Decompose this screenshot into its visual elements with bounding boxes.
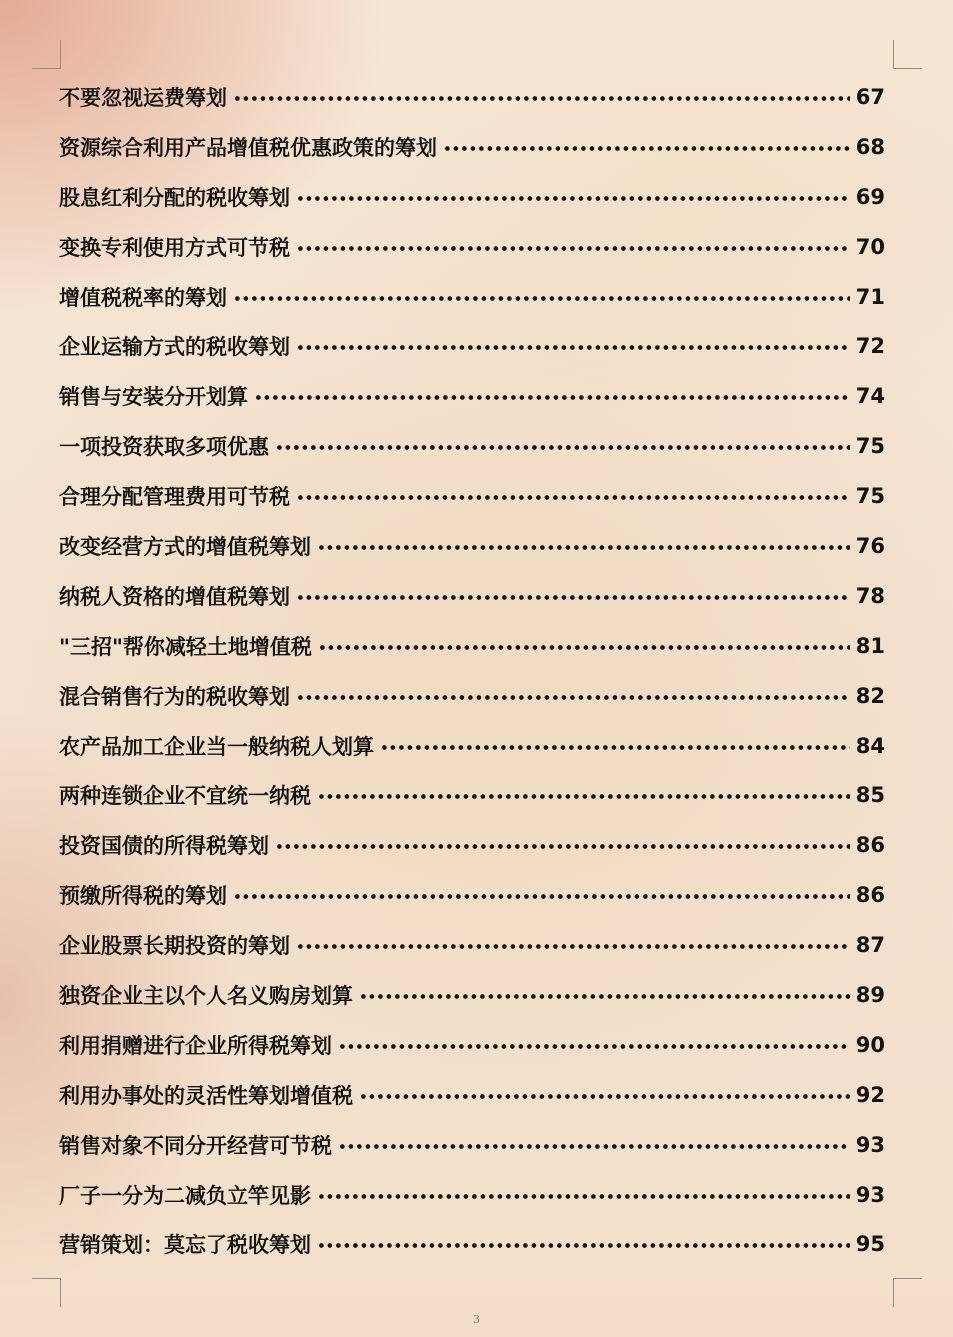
toc-dot-leader (361, 1094, 850, 1099)
toc-entry-title: 股息红利分配的税收筹划 (59, 185, 290, 210)
toc-dot-leader (298, 246, 850, 251)
crop-mark-top-left (32, 40, 61, 69)
table-of-contents (59, 72, 885, 1269)
toc-entry-page-number: 70 (855, 234, 885, 259)
toc-dot-leader (361, 994, 850, 999)
toc-entry-page-number: 93 (855, 1182, 885, 1207)
toc-entry[interactable] (59, 72, 885, 122)
toc-entry-title: 纳税人资格的增值税筹划 (59, 584, 290, 609)
crop-mark-top-right (893, 40, 922, 69)
toc-entry-page-number: 90 (855, 1032, 885, 1057)
toc-entry-title: 改变经营方式的增值税筹划 (59, 534, 311, 559)
toc-dot-leader (340, 1144, 850, 1149)
toc-entry[interactable] (59, 820, 885, 870)
toc-entry[interactable] (59, 1219, 885, 1269)
toc-entry-title: 企业运输方式的税收筹划 (59, 335, 290, 360)
toc-entry-title: 利用捐赠进行企业所得税筹划 (59, 1033, 332, 1058)
toc-entry[interactable] (59, 471, 885, 521)
toc-entry-title: 企业股票长期投资的筹划 (59, 934, 290, 959)
toc-dot-leader (445, 146, 850, 151)
toc-entry-page-number: 93 (855, 1132, 885, 1157)
toc-entry[interactable] (59, 1070, 885, 1120)
toc-entry-page-number: 74 (855, 384, 885, 409)
toc-entry[interactable] (59, 222, 885, 272)
toc-dot-leader (235, 96, 850, 101)
toc-entry-title: 混合销售行为的税收筹划 (59, 684, 290, 709)
toc-entry[interactable] (59, 920, 885, 970)
toc-entry-page-number: 68 (855, 134, 885, 159)
toc-dot-leader (319, 794, 850, 799)
toc-entry-title: 不要忽视运费筹划 (59, 85, 227, 110)
toc-entry[interactable] (59, 321, 885, 371)
toc-entry-title: 销售与安装分开划算 (59, 385, 248, 410)
toc-entry-page-number: 95 (855, 1232, 885, 1257)
toc-entry[interactable] (59, 621, 885, 671)
toc-dot-leader (382, 745, 850, 750)
toc-entry-title: 农产品加工企业当一般纳税人划算 (59, 734, 374, 759)
toc-entry-title: "三招"帮你减轻土地增值税 (59, 634, 312, 659)
toc-entry-page-number: 86 (855, 883, 885, 908)
toc-entry[interactable] (59, 1170, 885, 1220)
toc-entry-page-number: 78 (855, 583, 885, 608)
toc-entry[interactable] (59, 671, 885, 721)
toc-entry-page-number: 81 (855, 633, 885, 658)
toc-entry-title: 资源综合利用产品增值税优惠政策的筹划 (59, 135, 437, 160)
toc-entry[interactable] (59, 172, 885, 222)
toc-entry[interactable] (59, 870, 885, 920)
toc-dot-leader (320, 645, 850, 650)
toc-entry[interactable] (59, 1120, 885, 1170)
toc-entry-page-number: 84 (855, 733, 885, 758)
toc-entry-page-number: 86 (855, 833, 885, 858)
toc-entry-page-number: 76 (855, 533, 885, 558)
toc-entry-title: 利用办事处的灵活性筹划增值税 (59, 1083, 353, 1108)
toc-entry-page-number: 92 (855, 1082, 885, 1107)
page-number: 3 (473, 1313, 480, 1326)
toc-dot-leader (298, 944, 850, 949)
toc-dot-leader (235, 296, 850, 301)
toc-entry-title: 销售对象不同分开经营可节税 (59, 1133, 332, 1158)
toc-entry-page-number: 75 (855, 434, 885, 459)
toc-entry-title: 合理分配管理费用可节税 (59, 485, 290, 510)
toc-entry-page-number: 89 (855, 982, 885, 1007)
toc-entry[interactable] (59, 421, 885, 471)
toc-entry[interactable] (59, 970, 885, 1020)
toc-dot-leader (235, 894, 850, 899)
toc-entry[interactable] (59, 122, 885, 172)
toc-entry-page-number: 72 (855, 334, 885, 359)
toc-entry-title: 预缴所得税的筹划 (59, 884, 227, 909)
toc-dot-leader (298, 196, 850, 201)
toc-entry-page-number: 67 (855, 84, 885, 109)
toc-entry-title: 变换专利使用方式可节税 (59, 235, 290, 260)
crop-mark-bottom-right (893, 1278, 922, 1307)
toc-entry-title: 增值税税率的筹划 (59, 285, 227, 310)
toc-entry-title: 厂子一分为二减负立竿见影 (59, 1183, 311, 1208)
toc-entry-page-number: 75 (855, 484, 885, 509)
toc-dot-leader (277, 844, 850, 849)
toc-dot-leader (298, 345, 850, 350)
toc-entry[interactable] (59, 721, 885, 771)
toc-dot-leader (319, 1194, 850, 1199)
toc-dot-leader (319, 545, 850, 550)
crop-mark-bottom-left (32, 1278, 61, 1307)
toc-entry-title: 两种连锁企业不宜统一纳税 (59, 784, 311, 809)
toc-entry[interactable] (59, 1020, 885, 1070)
toc-entry-page-number: 71 (855, 284, 885, 309)
toc-entry[interactable] (59, 272, 885, 322)
toc-entry-page-number: 82 (855, 683, 885, 708)
toc-entry[interactable] (59, 371, 885, 421)
toc-entry-page-number: 69 (855, 184, 885, 209)
toc-entry-page-number: 87 (855, 933, 885, 958)
toc-dot-leader (298, 495, 850, 500)
toc-entry-title: 独资企业主以个人名义购房划算 (59, 983, 353, 1008)
toc-dot-leader (340, 1044, 850, 1049)
toc-entry-page-number: 85 (855, 783, 885, 808)
toc-dot-leader (319, 1243, 850, 1248)
toc-entry-title: 营销策划：莫忘了税收筹划 (59, 1233, 311, 1258)
toc-entry[interactable] (59, 521, 885, 571)
toc-dot-leader (256, 395, 850, 400)
toc-entry-title: 一项投资获取多项优惠 (59, 435, 269, 460)
toc-entry-title: 投资国债的所得税筹划 (59, 834, 269, 859)
toc-dot-leader (298, 595, 850, 600)
toc-dot-leader (298, 695, 850, 700)
toc-dot-leader (277, 445, 850, 450)
toc-entry[interactable] (59, 571, 885, 621)
toc-entry[interactable] (59, 770, 885, 820)
